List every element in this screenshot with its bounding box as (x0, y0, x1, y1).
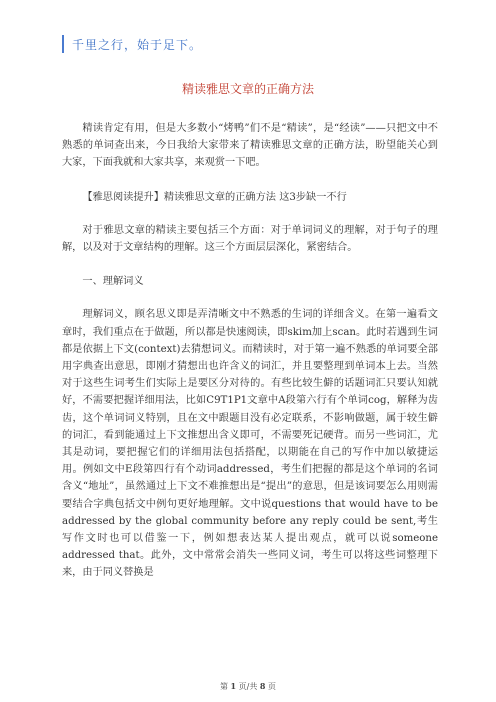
header-accent-bar (62, 35, 64, 53)
header-motto: 千里之行，始于足下。 (72, 37, 203, 52)
document-title: 精读雅思文章的正确方法 (181, 82, 314, 96)
footer-prefix: 第 (219, 682, 228, 691)
overview-paragraph: 对于雅思文章的精读主要包括三个方面：对于单词词义的理解，对于句子的理解，以及对于文章结构的理解。这三个方面层层深化，紧密结合。 (62, 224, 438, 254)
footer-total-pages: 8 (259, 681, 266, 691)
page-footer (0, 681, 496, 692)
page-header (62, 34, 202, 54)
footer-page-number: 1 (230, 681, 237, 691)
document-body (62, 120, 438, 599)
section-heading-link: 【雅思阅读提升】精读雅思文章的正确方法 这3步缺一不行 (82, 191, 347, 203)
body-paragraph: 理解词义，顾名思义即是弄清晰文中不熟悉的生词的详细含义。在第一遍看文章时，我们重点在于做题，所以都是快速阅读，即skim加上scan。此时若遇到生词都是依据上下文(context)去猜想词义。而精读时，对于第一遍不熟悉的单词要全部用字典查出意思，即刚才猜想出也许含义的词汇，并且要整理到单词本上去。当然对于这些生词考生们实际上是要区分对待的。有些比较生僻的话题词汇只要认知就好，不需要把握详细用法，比如C9T1P1文章中A段第六行有个单词cog，解释为齿齿，这个单词词义特别，且在文中跟题目没有必定联系，不影响做题，属于较生僻的词汇，看到能通过上下文推想出含义即可，不需要死记硬背。而另一些词汇，尤其是动词，要把握它们的详细用法包括搭配，以期能在自己的写作中加以敏捷运用。例如文中E段第四行有个动词addressed，考生们把握的都是这个单词的名词含义“地址”，虽然通过上下文不难推想出是“提出”的意思，但是该词要怎么用则需要结合字典包括文中例句更好地理解。文中说questions that would have to be addressed by the global community before any reply could be sent,考生写作文时也可以借鉴一下，例如想表达某人提出观点，就可以说someone addressed that。此外，文中常常会消失一些同义词，考生可以将这些词整理下来，由于同义替换是 (62, 309, 438, 579)
footer-suffix: 页 (268, 682, 277, 691)
intro-paragraph: 精读肯定有用，但是大多数小“烤鸭”们不是“精读”，是“经读”——只把文中不熟悉的单词查出来，今日我给大家带来了精读雅思文章的正确方法，盼望能关心到大家，下面我就和大家共享，来观赏一下吧。 (62, 123, 438, 169)
section-heading: 一、理解词义 (82, 276, 144, 288)
footer-middle: 页/共 (238, 682, 258, 691)
